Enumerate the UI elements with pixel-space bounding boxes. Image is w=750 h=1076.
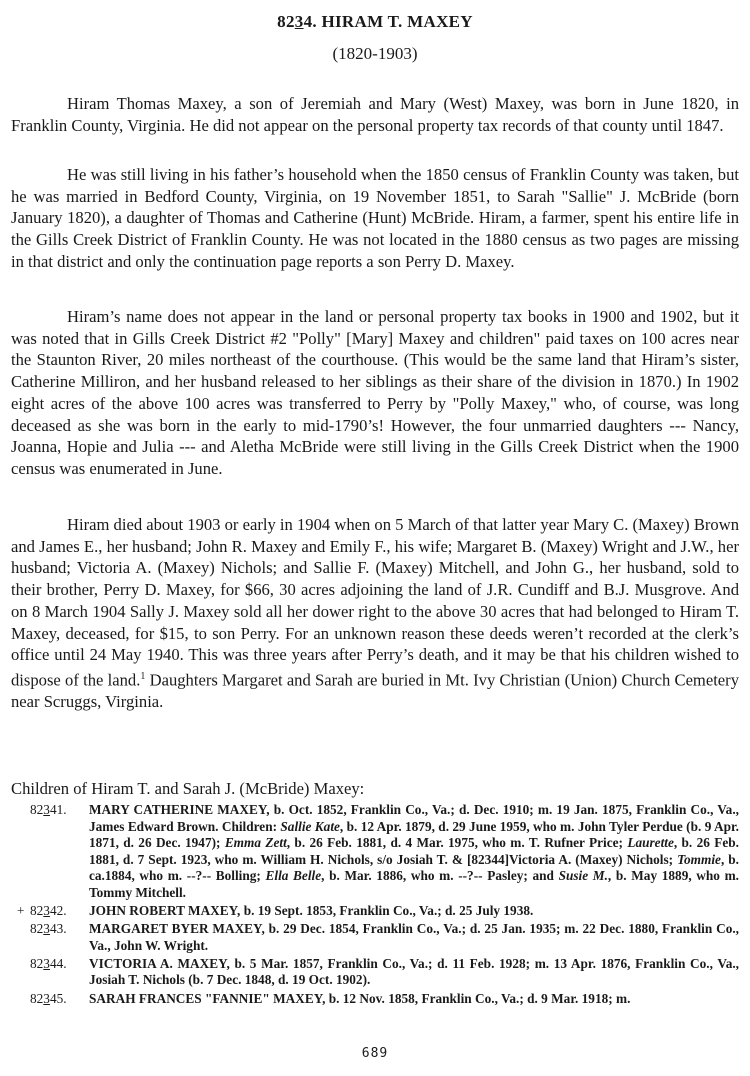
child-entry: 82345. SARAH FRANCES "FANNIE" MAXEY, b. 12 Nov. 1858, Franklin Co., Va.; d. 9 Mar. 1918; m. — [30, 990, 631, 1006]
child-number: 82342. — [30, 903, 67, 919]
child-name: MARGARET BYER MAXEY — [89, 921, 262, 937]
child-number: 82345. — [30, 990, 67, 1006]
child-name: SARAH FRANCES "FANNIE" MAXEY — [89, 990, 323, 1006]
grandchild-name: Ella Belle — [265, 868, 322, 884]
child-entry: 82343. MARGARET BYER MAXEY, b. 29 Dec. 1854, Franklin Co., Va.; d. 25 Jan. 1935; m. 22 Dec. 1880, Franklin Co., Va., John W. Wright. — [30, 921, 739, 953]
child-name: VICTORIA A. MAXEY — [89, 955, 227, 971]
paragraph-4 — [11, 514, 739, 713]
child-entry: 82344. VICTORIA A. MAXEY, b. 5 Mar. 1857, Franklin Co., Va.; d. 11 Feb. 1928; m. 13 Apr. 1876, Franklin Co., Va., Josiah T. Nichols (b. 7 Dec. 1848, d. 19 Oct. 1902). — [30, 955, 739, 988]
title-number-suffix: 4. — [303, 12, 317, 31]
child-name: JOHN ROBERT MAXEY — [89, 903, 238, 919]
footnote-marker: 1 — [140, 670, 146, 682]
grandchild-name: Sallie Kate — [280, 818, 340, 834]
page-title — [11, 12, 739, 32]
grandchild-name: Laurette — [627, 835, 674, 851]
child-number: 82343. — [30, 921, 67, 937]
child-entry: + 82342. JOHN ROBERT MAXEY, b. 19 Sept. 1853, Franklin Co., Va.; d. 25 July 1938. — [17, 903, 534, 919]
paragraph-2: He was still living in his father’s household when the 1850 census of Franklin County was taken, but he was married in Bedford County, Virginia, on 19 November 1851, to Sarah "Sallie" J. McBride (born January 1820), a daughter of Thomas and Catherine (Hunt) McBride. Hiram, a farmer, spent his entire life in the Gills Creek District of Franklin County. He was not located in the 1880 census as two pages are missing in that district and only the continuation page reports a son Perry D. Maxey. — [11, 165, 739, 271]
child-number: 82341. — [30, 802, 67, 817]
paragraph-4-tail: Daughters Margaret and Sarah are buried in Mt. Ivy Christian (Union) Church Cemetery near Scruggs, Virginia. — [11, 670, 739, 712]
grandchild-name: Susie M. — [558, 868, 608, 884]
paragraph-4-body: Hiram died about 1903 or early in 1904 when on 5 March of that latter year Mary C. (Maxey) Brown and James E., her husband; John R. Maxey and Emily F., his wife; Margaret B. (Maxey) Wright and J.W., her husband; Victoria A. (Maxey) Nichols; and Sallie F. (Maxey) Mitchell, and John G., her husband, sold to their brother, Perry D. Maxey, for $66, 30 acres adjoining the land of J.R. Cundiff and B.J. Musgrove. And on 8 March 1904 Sally J. Maxey sold all her dower right to the above 30 acres that had belonged to Hiram T. Maxey, deceased, for $15, to son Perry. For an unknown reason these deeds weren’t recorded at the clerk’s office until 24 May 1940. This was three years after Perry’s death, and it may be that his children wished to dispose of the land. — [11, 515, 739, 690]
grandchild-name: Emma Zett — [224, 835, 287, 851]
paragraph-3: Hiram’s name does not appear in the land or personal property tax books in 1900 and 1902, but it was noted that in Gills Creek District #2 "Polly" [Mary] Maxey and children" paid taxes on 100 acres near the Staunton River, 20 miles northeast of the courthouse. (This would be the same land that Hiram’s sister, Catherine Milliron, and her husband released to her siblings as their share of the division in 1870.) In 1902 eight acres of the above 100 acres was transferred to Perry by "Polly Maxey," who, of course, was long deceased as she was born in the early to mid-1790’s! However, the four unmarried daughters --- Nancy, Joanna, Hopie and Julia --- and Aletha McBride were still living in the Gills Creek District when the 1900 census was enumerated in June. — [11, 307, 739, 478]
title-number-prefix: 82 — [277, 12, 295, 31]
child-number: 82344. — [30, 955, 67, 971]
grandchild-name: Tommie — [677, 851, 721, 867]
children-heading: Children of Hiram T. and Sarah J. (McBride) Maxey: — [11, 779, 365, 798]
title-number-underlined: 3 — [294, 12, 304, 31]
title-name: HIRAM T. MAXEY — [321, 12, 473, 31]
life-dates: (1820-1903) — [332, 44, 418, 63]
child-marker: + — [17, 903, 25, 919]
child-name: MARY CATHERINE MAXEY — [89, 802, 267, 817]
page-number: 689 — [361, 1046, 389, 1061]
children-list — [11, 802, 739, 1009]
paragraph-1: Hiram Thomas Maxey, a son of Jeremiah and Mary (West) Maxey, was born in June 1820, in Franklin County, Virginia. He did not appear on the personal property tax records of that county until 1847. — [11, 94, 739, 135]
child-entry: 82341. MARY CATHERINE MAXEY, b. Oct. 1852, Franklin Co., Va.; d. Dec. 1910; m. 19 Jan. 1875, Franklin Co., Va., James Edward Brown. Children: Sallie Kate, b. 12 Apr. 1879, d. 29 June 1959, who m. John Tyler Perdue (b. 9 Apr. 1871, d. 26 Dec. 1947); Emma Zett, b. 26 Feb. 1881, d. 4 Mar. 1975, who m. T. Rufner Price; Laurette, b. 26 Feb. 1881, d. 7 Sept. 1923, who m. William H. Nichols, s/o Josiah T. & [82344]Victoria A. (Maxey) Nichols; Tommie, b. ca.1884, who m. --?-- Bolling; Ella Belle, b. Mar. 1886, who m. --?-- Pasley; and Susie M., b. May 1889, who m. Tommy Mitchell. — [30, 802, 739, 900]
